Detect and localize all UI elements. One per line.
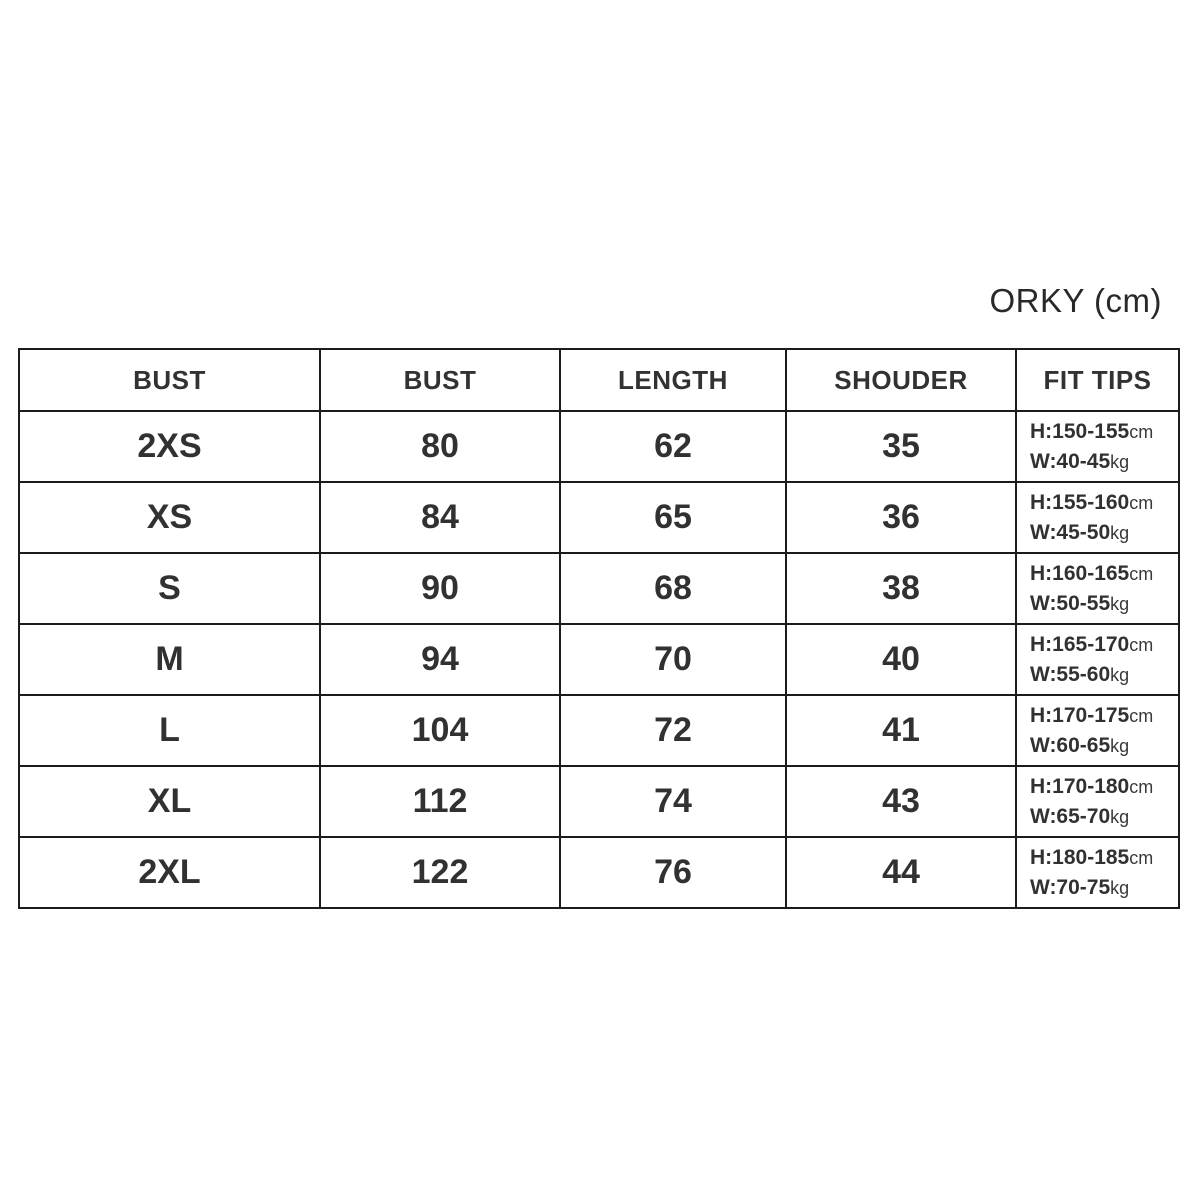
bust-value: 112	[320, 766, 560, 837]
fit-height-line: H:170-180cm	[1030, 774, 1154, 798]
length-value: 72	[560, 695, 786, 766]
bust-value: 104	[320, 695, 560, 766]
shoulder-value: 43	[786, 766, 1016, 837]
size-chart-title: ORKY (cm)	[989, 282, 1162, 319]
shoulder-value: 41	[786, 695, 1016, 766]
fit-tips-cell	[1016, 766, 1179, 837]
fit-weight-line: W:40-45kg	[1030, 449, 1130, 473]
fit-weight-line: W:45-50kg	[1030, 520, 1130, 544]
fit-height-line: H:155-160cm	[1030, 490, 1154, 514]
header-bust-column: BUST	[320, 349, 560, 411]
size-label: 2XS	[19, 411, 320, 482]
fit-height-line: H:150-155cm	[1030, 419, 1154, 443]
size-chart-table	[18, 348, 1180, 909]
shoulder-value: 35	[786, 411, 1016, 482]
length-value: 76	[560, 837, 786, 908]
bust-value: 94	[320, 624, 560, 695]
fit-weight-line: W:60-65kg	[1030, 733, 1130, 757]
shoulder-value: 36	[786, 482, 1016, 553]
fit-height-line: H:170-175cm	[1030, 703, 1154, 727]
length-value: 62	[560, 411, 786, 482]
fit-weight-line: W:70-75kg	[1030, 875, 1130, 899]
header-fit-tips-column: FIT TIPS	[1016, 349, 1179, 411]
length-value: 65	[560, 482, 786, 553]
table-row-s	[19, 553, 1179, 624]
size-label: L	[19, 695, 320, 766]
table-row-l	[19, 695, 1179, 766]
length-value: 74	[560, 766, 786, 837]
size-label: M	[19, 624, 320, 695]
fit-tips-cell	[1016, 553, 1179, 624]
bust-value: 80	[320, 411, 560, 482]
fit-weight-line: W:55-60kg	[1030, 662, 1130, 686]
shoulder-value: 44	[786, 837, 1016, 908]
size-label: XS	[19, 482, 320, 553]
fit-tips-cell	[1016, 624, 1179, 695]
shoulder-value: 40	[786, 624, 1016, 695]
length-value: 70	[560, 624, 786, 695]
size-label: XL	[19, 766, 320, 837]
bust-value: 90	[320, 553, 560, 624]
fit-height-line: H:160-165cm	[1030, 561, 1154, 585]
fit-height-line: H:180-185cm	[1030, 845, 1154, 869]
fit-weight-line: W:50-55kg	[1030, 591, 1130, 615]
fit-tips-cell	[1016, 482, 1179, 553]
fit-tips-cell	[1016, 695, 1179, 766]
size-chart-header-row	[19, 349, 1179, 411]
table-row-m	[19, 624, 1179, 695]
table-row-xl	[19, 766, 1179, 837]
bust-value: 122	[320, 837, 560, 908]
bust-value: 84	[320, 482, 560, 553]
table-row-xs	[19, 482, 1179, 553]
header-shoulder-column: SHOUDER	[786, 349, 1016, 411]
size-label: S	[19, 553, 320, 624]
table-row-2xl	[19, 837, 1179, 908]
header-size-column: BUST	[19, 349, 320, 411]
header-length-column: LENGTH	[560, 349, 786, 411]
fit-height-line: H:165-170cm	[1030, 632, 1154, 656]
fit-tips-cell	[1016, 837, 1179, 908]
fit-weight-line: W:65-70kg	[1030, 804, 1130, 828]
size-label: 2XL	[19, 837, 320, 908]
length-value: 68	[560, 553, 786, 624]
fit-tips-cell	[1016, 411, 1179, 482]
shoulder-value: 38	[786, 553, 1016, 624]
table-row-2xs	[19, 411, 1179, 482]
